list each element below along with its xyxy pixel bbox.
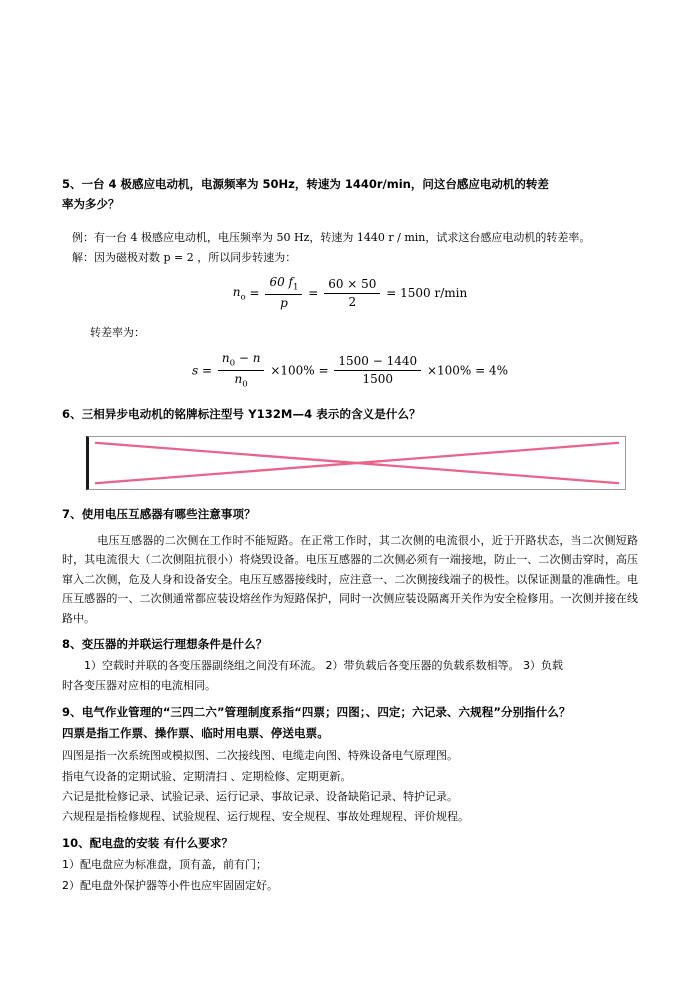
formula2-mult1: ×100% = xyxy=(270,363,329,378)
question-5-example xyxy=(62,228,638,391)
cross-out-icon xyxy=(89,437,625,489)
question-5-block xyxy=(62,175,638,390)
question-7-heading: 7、使用电压互感器有哪些注意事项？ xyxy=(62,506,256,521)
formula1-lhs-sub: o xyxy=(240,292,246,303)
question-6-heading: 6、三相异步电动机的铭牌标注型号 Y132M—4 表示的含义是什么？ xyxy=(62,407,421,422)
formula1-eq2: = xyxy=(308,286,319,301)
question-8-body-line-1: 1）空载时并联的各变压器副绕组之间没有环流。 2）带负载后各变压器的负载系数相等。 3）负载 xyxy=(84,659,563,673)
formula2-frac2-num: 1500 − 1440 xyxy=(334,354,421,371)
formula1-lhs: n xyxy=(232,284,241,299)
formula1-frac2-den: 2 xyxy=(348,294,357,309)
crossed-out-answer-box xyxy=(86,436,626,490)
question-5-heading-line-1: 5、一台 4 极感应电动机，电源频率为 50Hz，转速为 1440r/min，问这台感应电动机的转差 xyxy=(62,177,549,191)
formula1-result: 1500 r/min xyxy=(400,286,468,301)
question-9-heading-line-1: 9、电气作业管理的“三四二六”管理制度系指“四票；四图；、四定；六记录、六规程”分别指什么？ xyxy=(62,704,571,719)
question-10-line-1: 1）配电盘应为标准盘，顶有盖，前有门； xyxy=(62,858,267,872)
formula2-frac1-den-sub: 0 xyxy=(242,379,248,390)
question-9-line-3: 六记是批检修记录、试验记录、运行记录、事故记录、设备缺陷记录、特护记录。 xyxy=(62,789,458,803)
formula1-eq1: = xyxy=(249,286,260,301)
formula1-frac2-num: 60 × 50 xyxy=(324,277,380,294)
question-10-line-2: 2）配电盘外保护器等小件也应牢固固定好。 xyxy=(62,878,278,892)
question-5-slip-label: 转差率为： xyxy=(90,326,145,340)
question-10-heading: 10、配电盘的安装 有什么要求？ xyxy=(62,835,234,850)
question-5-heading-line-2: 率为多少？ xyxy=(62,196,120,211)
formula2-mult2: ×100% = 4% xyxy=(426,363,509,378)
question-5-formula-synchronous-speed xyxy=(62,275,638,311)
question-9-heading-line-2: 四票是指工作票、操作票、临时用电票、停送电票。 xyxy=(62,726,329,741)
question-10-block xyxy=(62,834,638,896)
formula2-frac2-den: 1500 xyxy=(362,371,394,386)
formula2-frac1-num-rest: − n xyxy=(235,350,261,365)
formula2-eq1: = xyxy=(201,363,212,378)
question-8-body-line-2: 时各变压器对应相的电流相同。 xyxy=(62,679,216,693)
question-8-heading: 8、变压器的并联运行理想条件是什么？ xyxy=(62,636,268,651)
formula1-eq3: = xyxy=(386,286,397,301)
question-7-block xyxy=(62,505,638,629)
question-5-example-line-2: 解：因为磁极对数 p = 2 ，所以同步转速为： xyxy=(72,250,297,264)
question-9-line-2: 指电气设备的定期试验、定期清扫 、定期检修、定期更新。 xyxy=(62,769,352,783)
formula1-frac1-num: 60 f xyxy=(269,275,293,290)
formula1-frac1-den: p xyxy=(280,296,288,311)
formula2-frac1-num-sub: 0 xyxy=(229,358,236,369)
question-9-block xyxy=(62,703,638,828)
question-7-body: 电压互感器的二次侧在工作时不能短路。在正常工作时，其二次侧的电流很小，近于开路状态，当二次侧短路时，其电流很大（二次侧阻抗很小）将烧毁设备。电压互感器的二次侧必须有一端接地，防止一、二次侧击穿时，高压窜入二次侧，危及人身和设备安全。电压互感器接线时，应注意一、二次侧接线端子的极性。以保证测量的准确性。电压互感器的一、二次侧通常都应装设熔丝作为短路保护，同时一次侧应装设隔离开关作为安全检修用。一次侧并接在线路中。 xyxy=(62,533,638,625)
question-9-line-4: 六规程是指检修规程、试验规程、运行规程、安全规程、事故处理规程、评价规程。 xyxy=(62,810,469,824)
formula2-lhs: s xyxy=(191,363,199,378)
question-8-block xyxy=(62,635,638,697)
question-9-line-1: 四图是指一次系统图或模拟图、二次接线图、电缆走向图、特殊设备电气原理图。 xyxy=(62,749,458,763)
formula1-frac1-num-sub: 1 xyxy=(292,282,299,293)
formula2-frac1-den: n xyxy=(234,371,243,386)
question-6-block xyxy=(62,405,638,490)
question-5-example-line-1: 例：有一台 4 极感应电动机，电压频率为 50 Hz，转速为 1440 r / min，试求这台感应电动机的转差率。 xyxy=(72,230,591,244)
formula2-frac1-num: n xyxy=(221,350,230,365)
question-5-formula-slip xyxy=(62,351,638,390)
